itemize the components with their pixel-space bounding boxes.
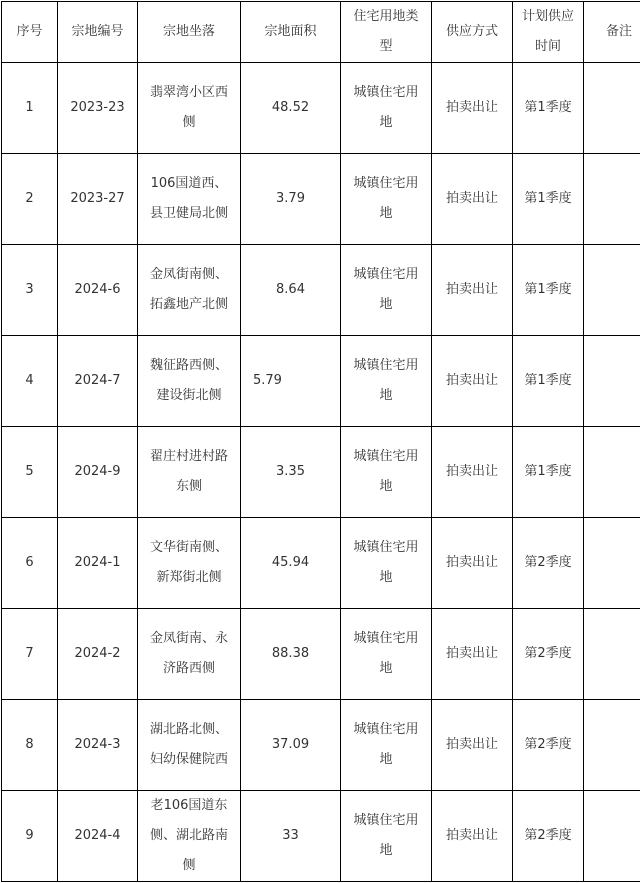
cell-note	[584, 245, 640, 336]
header-cell-type: 住宅用地类 型	[341, 2, 432, 63]
cell-method: 拍卖出让	[432, 427, 513, 518]
cell-type: 城镇住宅用 地	[341, 518, 432, 609]
cell-type: 城镇住宅用 地	[341, 427, 432, 518]
cell-note	[584, 609, 640, 700]
cell-time: 第2季度	[513, 518, 584, 609]
cell-code: 2023-27	[58, 154, 138, 245]
cell-type: 城镇住宅用 地	[341, 63, 432, 154]
cell-code: 2023-23	[58, 63, 138, 154]
cell-note	[584, 154, 640, 245]
cell-time: 第2季度	[513, 700, 584, 791]
table-row	[2, 63, 640, 154]
cell-time: 第1季度	[513, 245, 584, 336]
cell-code: 2024-1	[58, 518, 138, 609]
table-row	[2, 154, 640, 245]
cell-area: 3.79	[241, 154, 341, 245]
cell-time: 第1季度	[513, 154, 584, 245]
cell-method: 拍卖出让	[432, 245, 513, 336]
cell-area: 37.09	[241, 700, 341, 791]
cell-code: 2024-6	[58, 245, 138, 336]
land-supply-table	[1, 1, 640, 882]
cell-no: 9	[2, 791, 58, 882]
cell-location: 金凤街南侧、 拓鑫地产北侧	[138, 245, 241, 336]
cell-no: 4	[2, 336, 58, 427]
cell-area: 33	[241, 791, 341, 882]
table-row	[2, 700, 640, 791]
cell-type: 城镇住宅用 地	[341, 154, 432, 245]
header-cell-note: 备注	[584, 2, 640, 63]
cell-type: 城镇住宅用 地	[341, 245, 432, 336]
cell-code: 2024-3	[58, 700, 138, 791]
cell-no: 5	[2, 427, 58, 518]
cell-area: 48.52	[241, 63, 341, 154]
table-row	[2, 245, 640, 336]
cell-location: 翟庄村进村路 东侧	[138, 427, 241, 518]
cell-area: 8.64	[241, 245, 341, 336]
cell-code: 2024-9	[58, 427, 138, 518]
cell-note	[584, 791, 640, 882]
cell-type: 城镇住宅用 地	[341, 336, 432, 427]
header-cell-location: 宗地坐落	[138, 2, 241, 63]
cell-no: 2	[2, 154, 58, 245]
cell-code: 2024-4	[58, 791, 138, 882]
table-row	[2, 791, 640, 882]
table-row	[2, 336, 640, 427]
cell-method: 拍卖出让	[432, 154, 513, 245]
cell-location: 老106国道东 侧、湖北路南 侧	[138, 791, 241, 882]
cell-note	[584, 518, 640, 609]
cell-no: 3	[2, 245, 58, 336]
cell-type: 城镇住宅用 地	[341, 700, 432, 791]
cell-location: 文华街南侧、 新郑街北侧	[138, 518, 241, 609]
cell-no: 7	[2, 609, 58, 700]
cell-code: 2024-2	[58, 609, 138, 700]
header-row	[2, 2, 640, 63]
cell-time: 第1季度	[513, 63, 584, 154]
cell-method: 拍卖出让	[432, 63, 513, 154]
cell-no: 1	[2, 63, 58, 154]
header-cell-no: 序号	[2, 2, 58, 63]
cell-area: 3.35	[241, 427, 341, 518]
cell-no: 8	[2, 700, 58, 791]
cell-code: 2024-7	[58, 336, 138, 427]
cell-location: 106国道西、 县卫健局北侧	[138, 154, 241, 245]
cell-area: 88.38	[241, 609, 341, 700]
cell-area: 45.94	[241, 518, 341, 609]
table-row	[2, 518, 640, 609]
cell-location: 湖北路北侧、 妇幼保健院西	[138, 700, 241, 791]
cell-note	[584, 427, 640, 518]
cell-type: 城镇住宅用 地	[341, 791, 432, 882]
cell-time: 第2季度	[513, 791, 584, 882]
cell-method: 拍卖出让	[432, 609, 513, 700]
cell-note	[584, 336, 640, 427]
cell-time: 第1季度	[513, 427, 584, 518]
table-row	[2, 427, 640, 518]
cell-method: 拍卖出让	[432, 791, 513, 882]
table-row	[2, 609, 640, 700]
cell-no: 6	[2, 518, 58, 609]
cell-time: 第2季度	[513, 609, 584, 700]
cell-type: 城镇住宅用 地	[341, 609, 432, 700]
cell-note	[584, 700, 640, 791]
header-cell-code: 宗地编号	[58, 2, 138, 63]
header-cell-method: 供应方式	[432, 2, 513, 63]
header-cell-area: 宗地面积	[241, 2, 341, 63]
cell-location: 魏征路西侧、 建设街北侧	[138, 336, 241, 427]
cell-method: 拍卖出让	[432, 518, 513, 609]
cell-location: 金凤街南、永 济路西侧	[138, 609, 241, 700]
cell-method: 拍卖出让	[432, 336, 513, 427]
cell-method: 拍卖出让	[432, 700, 513, 791]
cell-note	[584, 63, 640, 154]
header-cell-time: 计划供应 时间	[513, 2, 584, 63]
cell-location: 翡翠湾小区西 侧	[138, 63, 241, 154]
cell-time: 第1季度	[513, 336, 584, 427]
cell-area: 5.79	[241, 336, 341, 427]
